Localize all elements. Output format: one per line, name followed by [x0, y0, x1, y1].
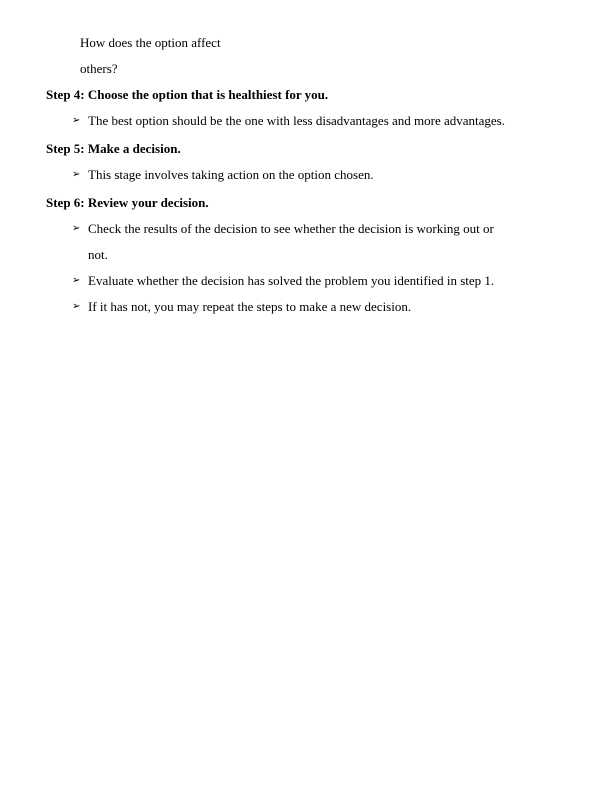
- bullet-line: The best option should be the one with less disadvantages and more advantages.: [88, 113, 505, 128]
- list-item: [46, 162, 576, 188]
- section-step-5: [46, 136, 576, 188]
- bullet-line: Check the results of the decision to see whether the decision is working out or: [88, 221, 494, 236]
- bullet-line: If it has not, you may repeat the steps to make a new decision.: [88, 299, 412, 314]
- section-step-6: [46, 190, 576, 320]
- bullet-line: not.: [88, 247, 108, 262]
- step-heading: Step 4: Choose the option that is healthiest for you.: [46, 87, 329, 102]
- bullet-arrow-icon: ➢: [72, 301, 81, 312]
- list-item: [46, 108, 576, 134]
- bullet-arrow-icon: ➢: [72, 223, 81, 234]
- bullet-arrow-icon: ➢: [72, 275, 81, 286]
- bullet-arrow-icon: ➢: [72, 115, 81, 126]
- continuation-paragraph: [46, 30, 576, 82]
- list-item: [46, 294, 576, 320]
- continuation-line: How does the option affect: [80, 35, 221, 50]
- section-step-4: [46, 82, 576, 134]
- list-item: [46, 268, 576, 294]
- bullet-line: This stage involves taking action on the option chosen.: [88, 167, 374, 182]
- step-heading: Step 6: Review your decision.: [46, 195, 209, 210]
- bullet-arrow-icon: ➢: [72, 169, 81, 180]
- continuation-line: others?: [80, 61, 118, 76]
- bullet-line: Evaluate whether the decision has solved the problem you identified in step 1.: [88, 273, 495, 288]
- list-item: [46, 216, 576, 268]
- step-heading: Step 5: Make a decision.: [46, 141, 181, 156]
